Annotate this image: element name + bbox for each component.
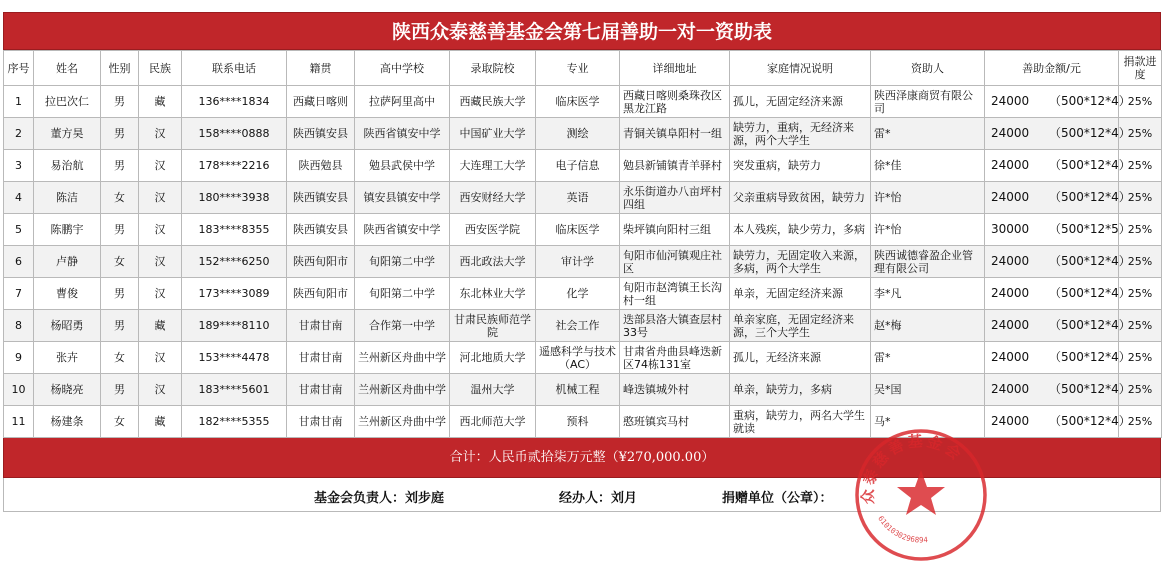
table-cell: 憨班镇宾马村 <box>620 406 730 438</box>
table-cell: 汉 <box>139 150 182 182</box>
table-cell: 东北林业大学 <box>450 278 536 310</box>
table-cell: 男 <box>101 118 139 150</box>
progress-cell: 25% <box>1119 278 1162 310</box>
column-header: 专业 <box>536 51 620 86</box>
table-cell: 西藏民族大学 <box>450 86 536 118</box>
total-bar: 合计：人民币贰拾柒万元整（¥270,000.00） <box>3 438 1161 478</box>
amount-cell <box>985 310 1131 342</box>
amount-formula: （500*12*4） <box>1049 94 1131 108</box>
director-label: 基金会负责人：刘步庭 <box>314 491 445 506</box>
table-cell: 单亲，无固定经济来源 <box>730 278 871 310</box>
table-cell: 152****6250 <box>182 246 287 278</box>
amount-formula: （500*12*5） <box>1049 222 1131 236</box>
table-cell: 兰州新区舟曲中学 <box>355 406 450 438</box>
table-cell: 182****5355 <box>182 406 287 438</box>
table-cell: 2 <box>4 118 34 150</box>
table-cell: 镇安县镇安中学 <box>355 182 450 214</box>
table-cell: 1 <box>4 86 34 118</box>
table-cell: 6 <box>4 246 34 278</box>
column-header: 联系电话 <box>182 51 287 86</box>
table-cell: 单亲家庭，无固定经济来源，三个大学生 <box>730 310 871 342</box>
table-cell: 父亲重病导致贫困，缺劳力 <box>730 182 871 214</box>
amount-formula: （500*12*4） <box>1049 190 1131 204</box>
table-cell: 汉 <box>139 118 182 150</box>
table-row <box>4 278 1162 310</box>
table-cell: 杨建条 <box>34 406 101 438</box>
amount-cell <box>985 374 1131 406</box>
official-seal-stamp <box>852 426 990 564</box>
table-cell: 西北政法大学 <box>450 246 536 278</box>
table-cell: 突发重病，缺劳力 <box>730 150 871 182</box>
table-cell: 温州大学 <box>450 374 536 406</box>
progress-cell: 25% <box>1119 406 1162 438</box>
table-cell: 预科 <box>536 406 620 438</box>
progress-cell: 25% <box>1119 150 1162 182</box>
table-cell: 本人残疾，缺少劳力，多病 <box>730 214 871 246</box>
table-cell: 易治航 <box>34 150 101 182</box>
table-cell: 陈洁 <box>34 182 101 214</box>
column-header: 资助人 <box>871 51 985 86</box>
svg-text:6101030296894 <box>876 514 929 544</box>
column-header: 捐款进度 <box>1119 51 1162 86</box>
table-cell: 缺劳力，重病，无经济来源，两个大学生 <box>730 118 871 150</box>
table-cell: 女 <box>101 182 139 214</box>
table-cell: 甘肃甘南 <box>287 342 355 374</box>
table-cell: 拉萨阿里高中 <box>355 86 450 118</box>
table-cell: 男 <box>101 278 139 310</box>
table-cell: 男 <box>101 374 139 406</box>
table-cell: 甘肃民族师范学院 <box>450 310 536 342</box>
stamp-number: 6101030296894 <box>876 514 929 545</box>
table-cell: 吴*国 <box>871 374 985 406</box>
table-cell: 汉 <box>139 278 182 310</box>
amount-value: 24000 <box>991 350 1030 364</box>
amount-cell <box>985 278 1131 310</box>
table-cell: 10 <box>4 374 34 406</box>
amount-cell <box>985 118 1131 150</box>
table-cell: 8 <box>4 310 34 342</box>
table-cell: 临床医学 <box>536 214 620 246</box>
table-cell: 机械工程 <box>536 374 620 406</box>
table-cell: 汉 <box>139 342 182 374</box>
amount-formula: （500*12*4） <box>1049 158 1131 172</box>
table-cell: 4 <box>4 182 34 214</box>
table-cell: 藏 <box>139 310 182 342</box>
table-cell: 陕西旬阳市 <box>287 246 355 278</box>
table-cell: 测绘 <box>536 118 620 150</box>
amount-formula: （500*12*4） <box>1049 414 1131 428</box>
table-cell: 审计学 <box>536 246 620 278</box>
table-row <box>4 182 1162 214</box>
table-cell: 陕西省镇安中学 <box>355 118 450 150</box>
table-cell: 雷* <box>871 342 985 374</box>
amount-formula: （500*12*4） <box>1049 318 1131 332</box>
table-row <box>4 214 1162 246</box>
progress-cell: 25% <box>1119 374 1162 406</box>
table-cell: 158****0888 <box>182 118 287 150</box>
amount-formula: （500*12*4） <box>1049 382 1131 396</box>
amount-formula: （500*12*4） <box>1049 350 1131 364</box>
table-cell: 杨晓亮 <box>34 374 101 406</box>
amount-value: 24000 <box>991 94 1030 108</box>
column-header: 善助金额/元 <box>985 51 1119 86</box>
column-header: 详细地址 <box>620 51 730 86</box>
amount-value: 30000 <box>991 222 1030 236</box>
table-cell: 153****4478 <box>182 342 287 374</box>
table-cell: 藏 <box>139 406 182 438</box>
table-cell: 兰州新区舟曲中学 <box>355 374 450 406</box>
table-cell: 3 <box>4 150 34 182</box>
progress-cell: 25% <box>1119 342 1162 374</box>
table-cell: 陕西镇安县 <box>287 214 355 246</box>
table-cell: 永乐街道办八亩坪村四组 <box>620 182 730 214</box>
amount-value: 24000 <box>991 126 1030 140</box>
amount-value: 24000 <box>991 382 1030 396</box>
table-cell: 藏 <box>139 86 182 118</box>
table-cell: 西安医学院 <box>450 214 536 246</box>
table-cell: 拉巴次仁 <box>34 86 101 118</box>
column-header: 家庭情况说明 <box>730 51 871 86</box>
table-cell: 中国矿业大学 <box>450 118 536 150</box>
table-cell: 汉 <box>139 246 182 278</box>
table-cell: 雷* <box>871 118 985 150</box>
table-cell: 缺劳力，无固定收入来源，多病，两个大学生 <box>730 246 871 278</box>
amount-value: 24000 <box>991 158 1030 172</box>
table-cell: 11 <box>4 406 34 438</box>
amount-cell <box>985 246 1131 278</box>
amount-cell <box>985 406 1131 438</box>
amount-value: 24000 <box>991 318 1030 332</box>
table-cell: 7 <box>4 278 34 310</box>
header-row <box>4 51 1162 86</box>
table-cell: 189****8110 <box>182 310 287 342</box>
table-cell: 西藏日喀则 <box>287 86 355 118</box>
table-cell: 女 <box>101 406 139 438</box>
progress-cell: 25% <box>1119 118 1162 150</box>
table-cell: 柴坪镇向阳村三组 <box>620 214 730 246</box>
amount-cell <box>985 214 1131 246</box>
table-cell: 汉 <box>139 214 182 246</box>
table-cell: 杨昭勇 <box>34 310 101 342</box>
progress-cell: 25% <box>1119 310 1162 342</box>
table-cell: 180****3938 <box>182 182 287 214</box>
amount-formula: （500*12*4） <box>1049 254 1131 268</box>
table-cell: 甘肃甘南 <box>287 310 355 342</box>
table-row <box>4 150 1162 182</box>
table-cell: 张卉 <box>34 342 101 374</box>
progress-cell: 25% <box>1119 86 1162 118</box>
handler-label: 经办人：刘月 <box>559 491 638 506</box>
table-cell: 汉 <box>139 182 182 214</box>
table-row <box>4 374 1162 406</box>
amount-cell <box>985 182 1131 214</box>
column-header: 性别 <box>101 51 139 86</box>
table-cell: 大连理工大学 <box>450 150 536 182</box>
column-header: 录取院校 <box>450 51 536 86</box>
amount-value: 24000 <box>991 254 1030 268</box>
table-row <box>4 246 1162 278</box>
table-cell: 陈鹏宇 <box>34 214 101 246</box>
table-cell: 电子信息 <box>536 150 620 182</box>
table-cell: 卢静 <box>34 246 101 278</box>
table-cell: 183****8355 <box>182 214 287 246</box>
table-cell: 甘肃甘南 <box>287 406 355 438</box>
table-row <box>4 342 1162 374</box>
table-cell: 旬阳市赵湾镇王长沟村一组 <box>620 278 730 310</box>
table-cell: 李*凡 <box>871 278 985 310</box>
table-cell: 马* <box>871 406 985 438</box>
table-cell: 甘肃甘南 <box>287 374 355 406</box>
table-cell: 陕西镇安县 <box>287 182 355 214</box>
table-cell: 陕西旬阳市 <box>287 278 355 310</box>
donor-unit-label: 捐赠单位（公章）： <box>722 491 833 506</box>
table-cell: 迭部县洛大镇查层村33号 <box>620 310 730 342</box>
table-cell: 许*怡 <box>871 182 985 214</box>
aid-table <box>3 50 1162 438</box>
column-header: 姓名 <box>34 51 101 86</box>
amount-formula: （500*12*4） <box>1049 126 1131 140</box>
column-header: 高中学校 <box>355 51 450 86</box>
amount-value: 24000 <box>991 286 1030 300</box>
table-cell: 赵*梅 <box>871 310 985 342</box>
table-cell: 单亲，缺劳力，多病 <box>730 374 871 406</box>
table-cell: 女 <box>101 246 139 278</box>
progress-cell: 25% <box>1119 246 1162 278</box>
table-cell: 西藏日喀则桑珠孜区黑龙江路 <box>620 86 730 118</box>
amount-value: 24000 <box>991 190 1030 204</box>
table-cell: 男 <box>101 310 139 342</box>
table-cell: 兰州新区舟曲中学 <box>355 342 450 374</box>
table-cell: 孤儿，无经济来源 <box>730 342 871 374</box>
table-row <box>4 310 1162 342</box>
table-body <box>4 86 1162 438</box>
sheet-title: 陕西众泰慈善基金会第七届善助一对一资助表 <box>3 12 1161 50</box>
table-cell: 陕西勉县 <box>287 150 355 182</box>
table-cell: 男 <box>101 214 139 246</box>
table-cell: 男 <box>101 150 139 182</box>
table-cell: 合作第一中学 <box>355 310 450 342</box>
table-cell: 临床医学 <box>536 86 620 118</box>
table-cell: 英语 <box>536 182 620 214</box>
table-cell: 孤儿，无固定经济来源 <box>730 86 871 118</box>
stamp-star-icon <box>897 470 945 515</box>
table-cell: 178****2216 <box>182 150 287 182</box>
table-cell: 曹俊 <box>34 278 101 310</box>
amount-cell <box>985 150 1131 182</box>
table-cell: 峰迭镇城外村 <box>620 374 730 406</box>
table-cell: 旬阳第二中学 <box>355 246 450 278</box>
progress-cell: 25% <box>1119 182 1162 214</box>
table-cell: 社会工作 <box>536 310 620 342</box>
table-cell: 徐*佳 <box>871 150 985 182</box>
amount-value: 24000 <box>991 414 1030 428</box>
table-cell: 西安财经大学 <box>450 182 536 214</box>
table-cell: 青铜关镇阜阳村一组 <box>620 118 730 150</box>
table-cell: 男 <box>101 86 139 118</box>
table-cell: 遥感科学与技术（AC） <box>536 342 620 374</box>
amount-cell <box>985 86 1131 118</box>
column-header: 序号 <box>4 51 34 86</box>
table-cell: 董方昊 <box>34 118 101 150</box>
table-cell: 陕西诚德睿盈企业管理有限公司 <box>871 246 985 278</box>
table-row <box>4 86 1162 118</box>
table-cell: 西北师范大学 <box>450 406 536 438</box>
amount-cell <box>985 342 1131 374</box>
table-cell: 136****1834 <box>182 86 287 118</box>
table-cell: 汉 <box>139 374 182 406</box>
table-cell: 旬阳第二中学 <box>355 278 450 310</box>
progress-cell: 25% <box>1119 214 1162 246</box>
table-cell: 化学 <box>536 278 620 310</box>
table-cell: 173****3089 <box>182 278 287 310</box>
table-cell: 9 <box>4 342 34 374</box>
table-cell: 陕西镇安县 <box>287 118 355 150</box>
table-cell: 183****5601 <box>182 374 287 406</box>
amount-formula: （500*12*4） <box>1049 286 1131 300</box>
table-cell: 重病，缺劳力，两名大学生就读 <box>730 406 871 438</box>
table-cell: 河北地质大学 <box>450 342 536 374</box>
column-header: 民族 <box>139 51 182 86</box>
table-cell: 女 <box>101 342 139 374</box>
table-row <box>4 118 1162 150</box>
table-cell: 旬阳市仙河镇观庄社区 <box>620 246 730 278</box>
table-cell: 许*怡 <box>871 214 985 246</box>
table-cell: 勉县新铺镇青羊驿村 <box>620 150 730 182</box>
table-cell: 甘肃省舟曲县峰迭新区74栋131室 <box>620 342 730 374</box>
table-cell: 陕西泽康商贸有限公司 <box>871 86 985 118</box>
table-cell: 陕西省镇安中学 <box>355 214 450 246</box>
stamp-text: 众泰慈善基金会 <box>858 431 967 505</box>
table-cell: 勉县武侯中学 <box>355 150 450 182</box>
column-header: 籍贯 <box>287 51 355 86</box>
table-cell: 5 <box>4 214 34 246</box>
